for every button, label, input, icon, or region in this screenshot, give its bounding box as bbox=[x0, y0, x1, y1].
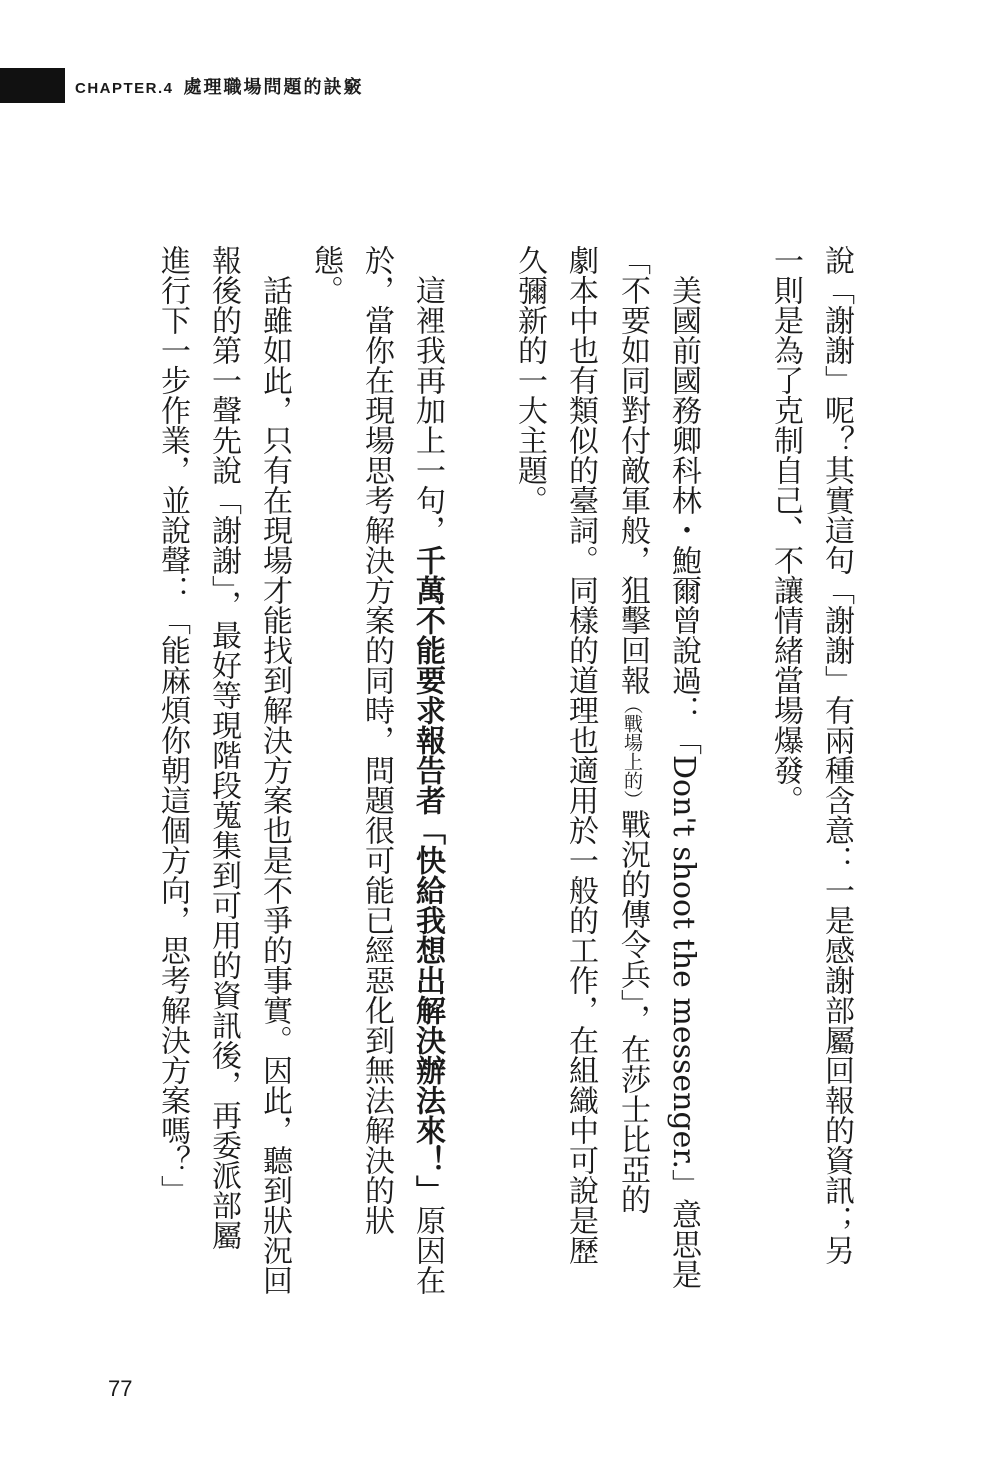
paragraph bbox=[147, 245, 300, 1295]
chapter-title: 處理職場問題的訣竅 bbox=[183, 77, 364, 97]
text-line: 話雖如此，只有在現場才能找到解決方案也是不爭的事實。因此，聽到狀況回 bbox=[257, 275, 292, 1295]
text-segment: 戰況的傳令兵」，在莎士比亞的 bbox=[615, 809, 650, 1214]
text-line: 久彌新的一大主題。 bbox=[512, 245, 547, 515]
text-line: 報後的第一聲先說「謝謝」，最好等現階段蒐集到可用的資訊後，再委派部屬 bbox=[206, 245, 241, 1250]
text-line: 進行下一步作業，並說聲：「能麻煩你朝這個方向，思考解決方案嗎？」 bbox=[155, 245, 190, 1205]
chapter-marker-bar bbox=[0, 68, 65, 103]
text-segment: 原因在 bbox=[410, 1205, 445, 1295]
bold-emphasis: 千萬不能要求報告者「快給我想出解決辦法來！」 bbox=[410, 545, 445, 1205]
page-number: 77 bbox=[108, 1376, 133, 1401]
text-line: 一則是為了克制自己、不讓情緒當場爆發。 bbox=[768, 245, 803, 815]
text-segment: 「不要如同對付敵軍般，狙擊回報 bbox=[615, 245, 650, 695]
text-segment: 這裡我再加上一句， bbox=[410, 275, 445, 545]
parenthetical-note: （戰場上的） bbox=[621, 695, 643, 809]
paragraph bbox=[300, 245, 453, 1295]
text-line: 於，當你在現場思考解決方案的同時，問題很可能已經惡化到無法解決的狀 bbox=[359, 245, 394, 1235]
text-line: 美國前國務卿科林・鮑爾曾說過：「Don't shoot the messenger.」意思是 bbox=[666, 275, 701, 1289]
paragraph bbox=[504, 245, 709, 1289]
chapter-label: CHAPTER.4 bbox=[75, 80, 174, 97]
body-text bbox=[147, 245, 862, 1295]
running-header bbox=[75, 74, 364, 100]
text-line: 態。 bbox=[308, 245, 343, 305]
text-line bbox=[402, 245, 453, 1295]
text-line: 劇本中也有類似的臺詞。同樣的道理也適用於一般的工作，在組織中可說是歷 bbox=[563, 245, 598, 1265]
paragraph bbox=[760, 245, 862, 1285]
text-line: 說「謝謝」呢？其實這句「謝謝」有兩種含意：一是感謝部屬回報的資訊；另 bbox=[819, 245, 854, 1265]
text-line bbox=[606, 245, 658, 1285]
